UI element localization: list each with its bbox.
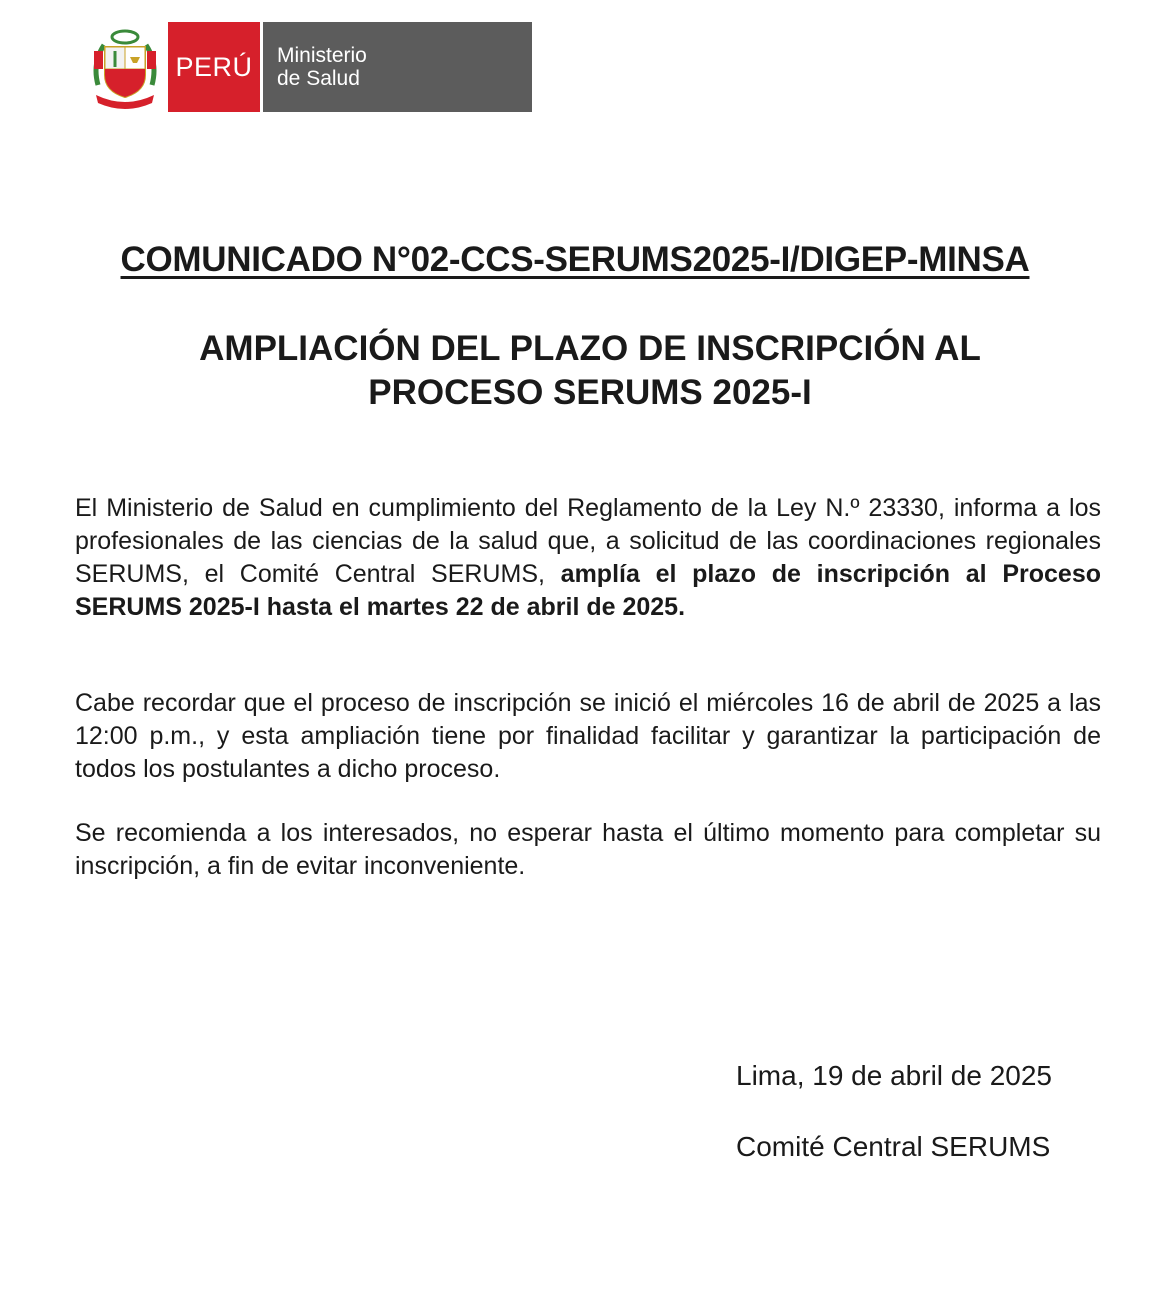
ministry-line-2: de Salud <box>277 67 360 90</box>
ministry-line-1: Ministerio <box>277 44 367 67</box>
paragraph-recommendation: Se recomienda a los interesados, no esperar hasta el último momento para completar su inscripción, a fin de evitar inconveniente. <box>75 819 1101 880</box>
paragraph-reminder: Cabe recordar que el proceso de inscripción se inició el miércoles 16 de abril de 2025 a las 12:00 p.m., y esta ampliación tiene por finalidad facilitar y garantizar la participación de todos los postulantes a dicho proceso. <box>75 689 1101 783</box>
paragraph-announcement-highlight: amplía el plazo de inscripción al Proceso SERUMS 2025-I hasta el martes 22 de abril de 2025. <box>75 560 1101 621</box>
title-line-2: PROCESO SERUMS 2025-I <box>368 373 812 412</box>
coat-of-arms-icon <box>86 22 164 112</box>
ministry-label <box>260 22 532 112</box>
ministry-header <box>86 22 532 114</box>
document-title <box>90 327 1090 415</box>
paragraph-announcement <box>75 492 1101 624</box>
paragraph-announcement-text: El Ministerio de Salud en cumplimiento del Reglamento de la Ley N.º 23330, informa a los profesionales de las ciencias de la salud que, a solicitud de las coordinaciones regionales SERUMS, el Comité Central SERUMS, <box>75 494 1101 588</box>
country-text: PERÚ <box>175 51 253 82</box>
title-line-1: AMPLIACIÓN DEL PLAZO DE INSCRIPCIÓN AL <box>199 329 981 368</box>
country-label <box>168 22 260 112</box>
place-and-date: Lima, 19 de abril de 2025 <box>736 1060 1052 1091</box>
communique-code: COMUNICADO N°02-CCS-SERUMS2025-I/DIGEP-MINSA <box>120 240 1030 279</box>
signature: Comité Central SERUMS <box>736 1131 1051 1162</box>
